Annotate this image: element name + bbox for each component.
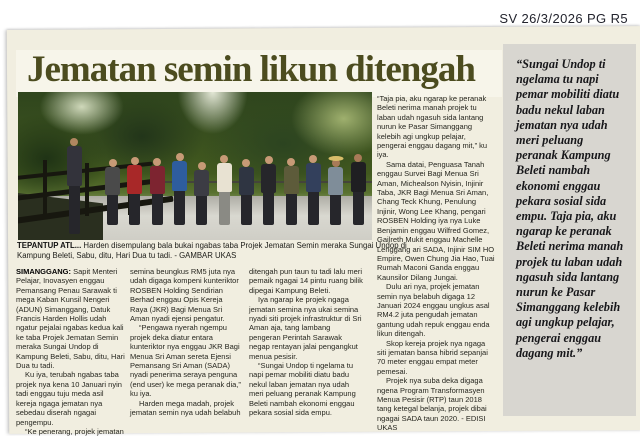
paragraph: semina beungkus RM5 juta nya udah digaga kompeni kunteriktor ROSBEN Holding Sendirian Berhad enggau Opis Kereja Raya (JKR) Bagi Menua Sri Aman nyadi ejensi pengatur. (130, 267, 239, 324)
photo-caption (17, 241, 423, 260)
person-figure (350, 154, 367, 225)
person-figure (126, 157, 143, 225)
person-figure (216, 155, 233, 225)
body-column-4 (377, 94, 496, 433)
paragraph: Projek nya suba deka digaga ngena Program Transformasyen Menua Pesisir (RTP) taun 2018 tang ketegal belanja, projek dibai ngagai SADA taun 2020. - EDISI UKAS (377, 376, 487, 433)
paragraph: Ku iya, terubah ngabas taba projek nya kena 10 Januari nyin tadi enggau tuju meda asil kereja ngaga jematan nya sebedau diserah ngagai pengempu. (16, 370, 122, 427)
body-column-3 (249, 267, 363, 418)
person-figure (260, 156, 277, 225)
pull-quote-box (503, 44, 636, 416)
paragraph: “Pengawa nyerah ngempu projek deka diatur entara kunteriktor nya enggau JKR Bagi Menua Sri Aman sereta Ejensi Pemansang Sri Aman (SADA) nyadi penerima seraya penguna (end user) ke mega peranak dia,” ku iya. (130, 323, 241, 399)
pull-quote-text: “Sungai Undop ti ngelama tu napi pemar mobiliti diatu badu nekul laban jematan nya udah meri peluang peranak Kampung Beleti nambah ekonomi enggau pekara sosial sida empu. Taja pia, aku ngarap ke peranak Beleti nerima manah projek tu laban udah ngasuh sida lantang nurun ke Pasar Simanggang kelebih agi ungkup pelajar, pengerai enggau dagang mit.” (516, 57, 624, 360)
dateline: SIMANGGANG: (16, 267, 74, 276)
headline: Jematan semin likun ditengah (27, 49, 475, 90)
body-column-1 (16, 267, 126, 436)
person-figure (193, 162, 210, 225)
caption-text: Harden disempulang bala bukai ngabas taba Projek Jematan Semin meraka Sungai Undop di Kampung Beleti, Sabu, ditu, Hari Dua tu tadi. - GAMBAR UKAS (17, 241, 407, 260)
paragraph: “Sungai Undop ti ngelama tu napi pemar mobiliti diatu badu nekul laban jematan nya udah meri peluang peranak Kampung Beleti nambah ekonomi enggau pekara sosial sida empu. (249, 361, 356, 418)
body-column-2 (130, 267, 242, 418)
paragraph: Harden mega madah, projek jematan semin nya udah belabuh (130, 398, 241, 418)
person-figure (149, 158, 166, 225)
paragraph: “Ke penerang, projek jematan (25, 426, 124, 436)
person-figure (283, 158, 300, 225)
person-figure (238, 159, 255, 225)
straw-hat (328, 156, 343, 161)
paragraph: Sama datai, Penguasa Tanah enggau Survei Bagi Menua Sri Aman, Michealson Nyisin, Injinir Taba, JKR Bagi Menua Sri Aman, Chang Teck Khung, Penulung Injinir, Wong Lee Khang, pengari ROSBEN Holding iya nya Luke Benjamin enggau Wilfred Gomez, Gailreth Mukit enggau Machelle Lenggang ari SADA, Injinir SIM HO Empire, Owen Chung Jia Hao, Tuai Rumah Maconi Ganda enggau Kaunsilor Dilang Jungai. (377, 159, 495, 282)
paragraph: “Taja pia, aku ngarap ke peranak Beleti nerima manah projek tu laban udah ngasuh sida lantang nurun ke Pasar Simanggang kelebih agi ungkup pelajar, pengerai enggau dagang mit,” ku iya. (377, 94, 488, 160)
photo-people-row (66, 110, 367, 225)
paragraph: Dulu ari nya, projek jematan semin nya belabuh digaga 12 Januari 2024 enggau ungkus asal RM4.2 juta pengudah jematan gantung udah repuk enggau enda likun ditengah. (377, 282, 490, 339)
person-figure (305, 155, 322, 225)
scan-annotation: SV 26/3/2026 PG R5 (499, 11, 628, 26)
person-figure (327, 159, 344, 225)
article-photo (18, 92, 372, 240)
paragraph: ditengah pun taun tu tadi lalu meri pemaik ngagai 14 pintu ruang bilik dipegai Kampung Beleti. (249, 267, 363, 295)
railing-post (43, 160, 47, 216)
person-figure (171, 153, 188, 225)
paragraph (16, 267, 126, 370)
paragraph: Skop kereja projek nya ngaga siti jematan bansa hibrid sepanjai 70 meter enggau empat meter pemesai. (377, 338, 488, 376)
caption-lead: TEPANTUP ATL... (17, 241, 82, 250)
person-figure (104, 159, 121, 225)
person-figure (66, 138, 83, 234)
paragraph-text: Sapit Menteri Pelajar, Inovasyen enggau Pemansang Penau Sarawak ti mega Kaban Kunsil Nengeri (ADUN) Simanggang, Datuk Francis Harden Hollis udah ngatur pejalai ngabas kedua kali ke taba Projek Jematan Semin meraka Sungai Undop di Kampung Beleti, Sabu, ditu, Hari Dua tu tadi. (16, 267, 125, 371)
paragraph: Iya ngarap ke projek ngaga jematan semina nya ukai semina nyadi siti projek infrastruktur di Sri Aman aja, tang lambang pengeran Perintah Sarawak negap rentayan jalai pengangkut menua pesisir. (249, 295, 362, 361)
